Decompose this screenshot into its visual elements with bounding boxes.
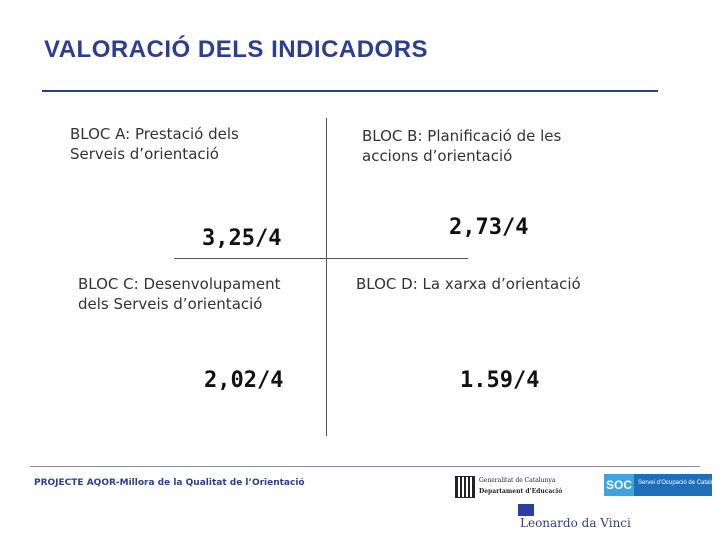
vertical-divider: [326, 118, 327, 436]
eu-flag-icon: [518, 504, 534, 516]
bloc-d-value: 1.59/4: [460, 368, 540, 393]
bloc-b-label-line2: accions d’orientació: [362, 147, 513, 165]
leonardo-logo-text: Leonardo da Vinci: [520, 516, 631, 530]
title-underline: [42, 90, 658, 92]
generalitat-department: Departament d’Educació: [479, 488, 563, 495]
bloc-a-label: [70, 124, 239, 164]
generalitat-name: Generalitat de Catalunya: [479, 477, 556, 484]
slide-title: VALORACIÓ DELS INDICADORS: [44, 36, 429, 63]
bloc-b-value: 2,73/4: [449, 215, 529, 240]
horizontal-divider: [174, 258, 468, 259]
bloc-c-value: 2,02/4: [204, 368, 284, 393]
soc-mark: SOC: [604, 474, 634, 496]
project-footer-text: PROJECTE AQOR-Millora de la Qualitat de l’Orientació: [34, 478, 305, 488]
bloc-b-label-line1: BLOC B: Planificació de les: [362, 127, 562, 145]
bloc-c-label-line1: BLOC C: Desenvolupament: [78, 275, 281, 293]
footer-divider: [30, 466, 700, 467]
bloc-c-label-line2: dels Serveis d’orientació: [78, 295, 263, 313]
soc-name: Servei d’Ocupació de Catalunya: [638, 480, 724, 486]
bloc-c-label: [78, 274, 280, 314]
soc-logo: [604, 474, 724, 496]
generalitat-shield-icon: [455, 476, 475, 498]
bloc-d-label: [356, 274, 581, 294]
bloc-a-value: 3,25/4: [202, 226, 282, 251]
bloc-a-label-line2: Serveis d’orientació: [70, 145, 219, 163]
bloc-a-label-line1: BLOC A: Prestació dels: [70, 125, 239, 143]
bloc-d-label-line1: BLOC D: La xarxa d’orientació: [356, 275, 581, 293]
generalitat-logo: [455, 476, 565, 500]
bloc-b-label: [362, 126, 561, 166]
